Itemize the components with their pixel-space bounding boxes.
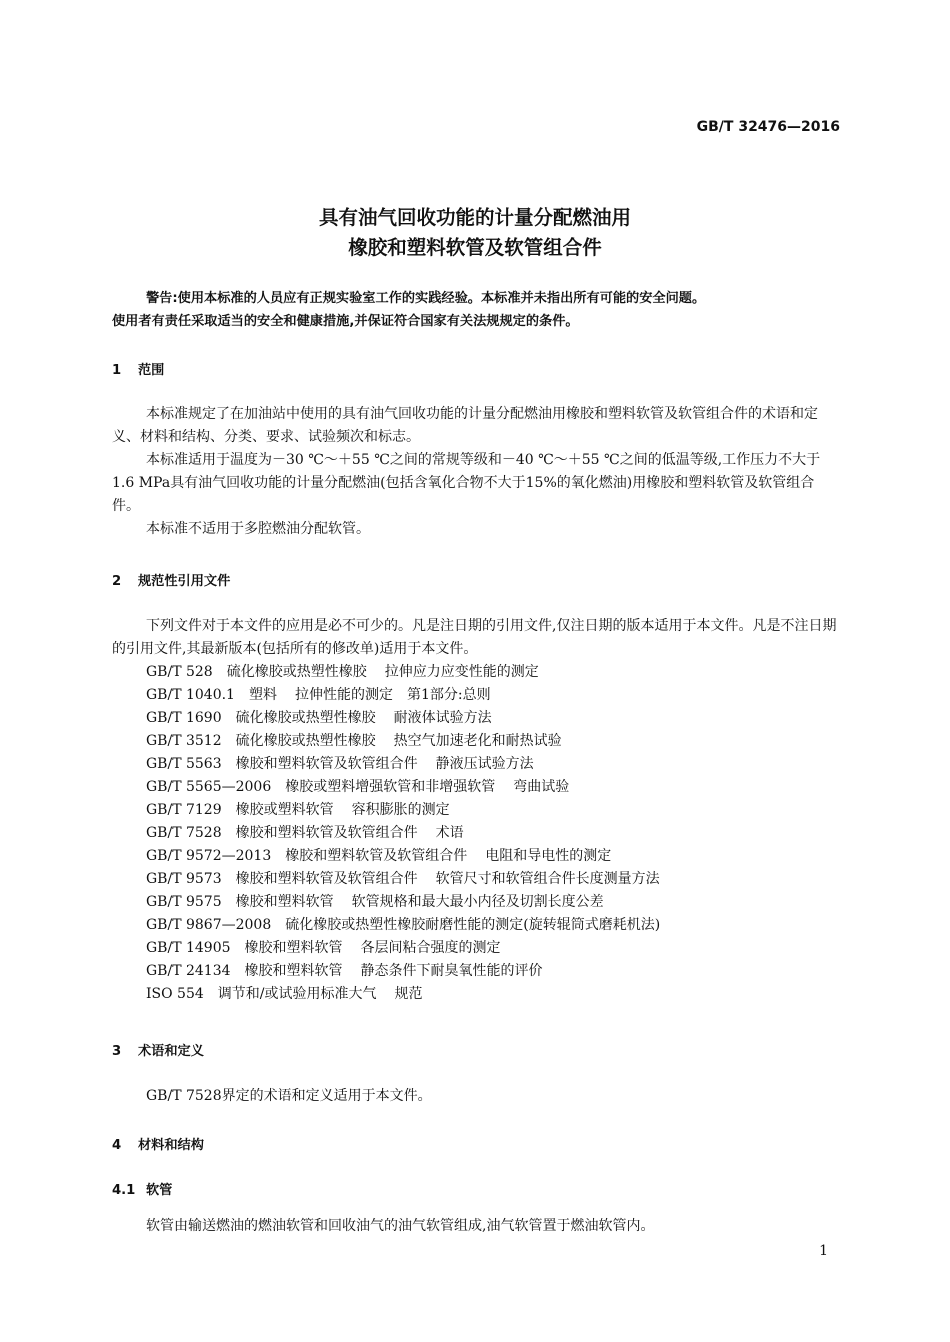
reference-subtitle: 各层间粘合强度的测定 — [360, 940, 501, 956]
reference-code: GB/T 528 — [146, 664, 213, 680]
subsection-title: 软管 — [146, 1183, 173, 1198]
reference-code: GB/T 24134 — [146, 963, 231, 979]
section-title: 术语和定义 — [138, 1044, 204, 1059]
reference-subtitle: 拉伸性能的测定 第1部分:总则 — [294, 687, 491, 703]
reference-title: 硫化橡胶或热塑性橡胶耐磨性能的测定(旋转辊筒式磨耗机法) — [285, 917, 661, 933]
reference-item — [146, 684, 660, 707]
section-number: 2 — [112, 574, 122, 589]
reference-code: GB/T 9575 — [146, 894, 222, 910]
section-1-heading — [112, 359, 164, 378]
section-3-heading — [112, 1040, 204, 1059]
scope-paragraphs — [112, 403, 842, 541]
reference-code: ISO 554 — [146, 986, 204, 1002]
section-number: 4 — [112, 1138, 122, 1153]
reference-title: 橡胶或塑料软管 — [235, 802, 334, 818]
reference-code: GB/T 5563 — [146, 756, 222, 772]
reference-subtitle: 静态条件下耐臭氧性能的评价 — [360, 963, 543, 979]
reference-code: GB/T 1040.1 — [146, 687, 235, 703]
section-title: 材料和结构 — [138, 1138, 204, 1153]
reference-item — [146, 799, 660, 822]
warning-line-1: 警告:使用本标准的人员应有正规实验室工作的实践经验。本标准并未指出所有可能的安全问题。 — [146, 291, 706, 306]
reference-code: GB/T 1690 — [146, 710, 222, 726]
reference-item — [146, 776, 660, 799]
reference-code: GB/T 9572—2013 — [146, 848, 272, 864]
reference-subtitle: 静液压试验方法 — [435, 756, 534, 772]
section-2-heading — [112, 570, 230, 589]
reference-item — [146, 661, 660, 684]
reference-code: GB/T 9867—2008 — [146, 917, 272, 933]
reference-item — [146, 822, 660, 845]
reference-code: GB/T 3512 — [146, 733, 222, 749]
reference-list — [146, 661, 660, 1006]
section-4-1-heading — [112, 1179, 172, 1198]
reference-code: GB/T 7528 — [146, 825, 222, 841]
reference-code: GB/T 14905 — [146, 940, 231, 956]
reference-title: 橡胶或塑料增强软管和非增强软管 — [285, 779, 496, 795]
section-number: 3 — [112, 1044, 122, 1059]
reference-item — [146, 753, 660, 776]
normative-intro — [112, 615, 842, 661]
reference-item — [146, 845, 660, 868]
reference-subtitle: 术语 — [435, 825, 464, 841]
terms-text: GB/T 7528界定的术语和定义适用于本文件。 — [146, 1088, 432, 1104]
reference-title: 橡胶和塑料软管 — [244, 940, 343, 956]
reference-code: GB/T 7129 — [146, 802, 222, 818]
reference-title: 调节和/或试验用标准大气 — [217, 986, 377, 1002]
reference-title: 橡胶和塑料软管 — [244, 963, 343, 979]
document-title-line-2: 橡胶和塑料软管及软管组合件 — [348, 236, 602, 259]
reference-item — [146, 730, 660, 753]
reference-subtitle: 耐液体试验方法 — [393, 710, 492, 726]
reference-item — [146, 914, 660, 937]
hose-paragraph — [112, 1215, 842, 1238]
reference-title: 橡胶和塑料软管及软管组合件 — [235, 825, 418, 841]
reference-item — [146, 937, 660, 960]
reference-item — [146, 960, 660, 983]
scope-paragraph-3: 本标准不适用于多腔燃油分配软管。 — [146, 521, 370, 537]
reference-subtitle: 软管规格和最大最小内径及切割长度公差 — [351, 894, 604, 910]
reference-item — [146, 983, 660, 1006]
reference-item — [146, 868, 660, 891]
reference-subtitle: 拉伸应力应变性能的测定 — [384, 664, 539, 680]
reference-title: 硫化橡胶或热塑性橡胶 — [235, 733, 376, 749]
reference-item — [146, 891, 660, 914]
scope-paragraph-2: 本标准适用于温度为－30 ℃～＋55 ℃之间的常规等级和－40 ℃～＋55 ℃之间的低温等级,工作压力不大于1.6 MPa具有油气回收功能的计量分配燃油(包括含氧化合物不大于15%的氧化燃油)用橡胶和塑料软管及软管组合件。 — [112, 452, 821, 514]
reference-title: 塑料 — [248, 687, 277, 703]
reference-item — [146, 707, 660, 730]
reference-subtitle: 容积膨胀的测定 — [351, 802, 450, 818]
reference-title: 橡胶和塑料软管及软管组合件 — [235, 756, 418, 772]
reference-subtitle: 规范 — [394, 986, 423, 1002]
subsection-number: 4.1 — [112, 1183, 136, 1198]
section-number: 1 — [112, 363, 122, 378]
warning-line-2: 使用者有责任采取适当的安全和健康措施,并保证符合国家有关法规规定的条件。 — [112, 314, 579, 329]
reference-title: 硫化橡胶或热塑性橡胶 — [235, 710, 376, 726]
reference-title: 橡胶和塑料软管 — [235, 894, 334, 910]
section-title: 范围 — [138, 363, 165, 378]
reference-code: GB/T 9573 — [146, 871, 222, 887]
document-title-line-1: 具有油气回收功能的计量分配燃油用 — [318, 206, 631, 229]
scope-paragraph-1: 本标准规定了在加油站中使用的具有油气回收功能的计量分配燃油用橡胶和塑料软管及软管组合件的术语和定义、材料和结构、分类、要求、试验频次和标志。 — [112, 406, 818, 445]
page-number: 1 — [819, 1243, 828, 1259]
section-title: 规范性引用文件 — [138, 574, 231, 589]
normative-intro-text: 下列文件对于本文件的应用是必不可少的。凡是注日期的引用文件,仅注日期的版本适用于本文件。凡是不注日期的引用文件,其最新版本(包括所有的修改单)适用于本文件。 — [112, 618, 837, 657]
standard-code: GB/T 32476—2016 — [696, 119, 840, 135]
reference-subtitle: 弯曲试验 — [513, 779, 570, 795]
reference-subtitle: 电阻和导电性的测定 — [485, 848, 612, 864]
reference-subtitle: 软管尺寸和软管组合件长度测量方法 — [435, 871, 660, 887]
reference-title: 橡胶和塑料软管及软管组合件 — [235, 871, 418, 887]
terms-paragraph — [112, 1085, 842, 1108]
reference-title: 硫化橡胶或热塑性橡胶 — [226, 664, 367, 680]
section-4-heading — [112, 1134, 204, 1153]
reference-subtitle: 热空气加速老化和耐热试验 — [393, 733, 562, 749]
reference-code: GB/T 5565—2006 — [146, 779, 272, 795]
hose-text: 软管由输送燃油的燃油软管和回收油气的油气软管组成,油气软管置于燃油软管内。 — [146, 1218, 655, 1234]
reference-title: 橡胶和塑料软管及软管组合件 — [285, 848, 468, 864]
